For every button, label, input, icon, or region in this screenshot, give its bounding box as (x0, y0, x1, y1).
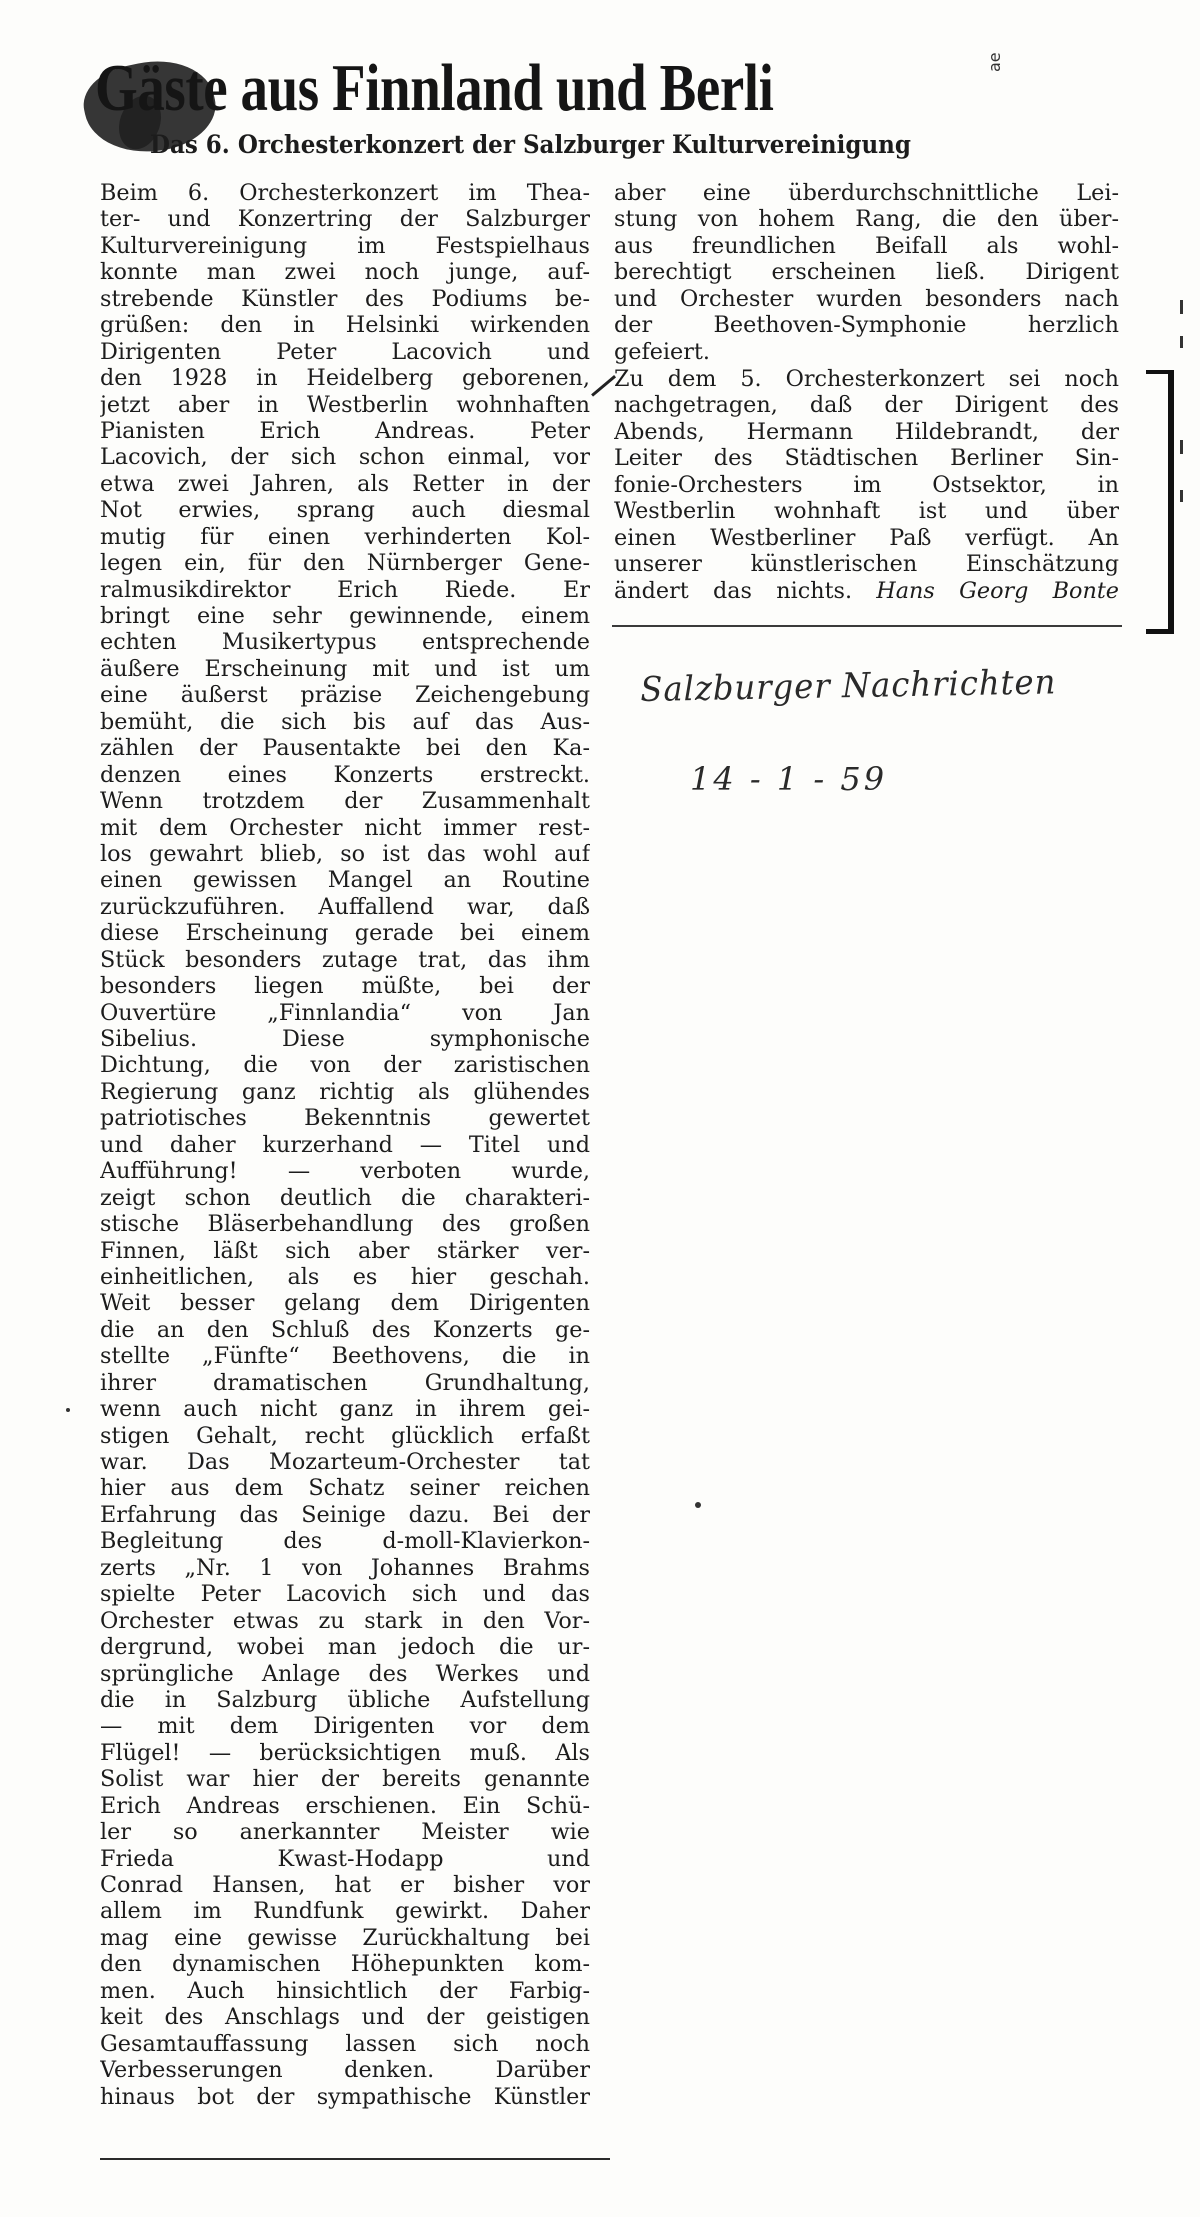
text-line: spielte Peter Lacovich sich und das (100, 1581, 590, 1608)
text-line: zählen der Pausentakte bei den Ka- (100, 735, 590, 762)
text-line: strebende Künstler des Podiums be- (100, 285, 590, 312)
text-line (614, 578, 1119, 604)
ink-dot (66, 1408, 70, 1412)
text-line: unserer künstlerischen Einschätzung (614, 551, 1119, 578)
text-line: und daher kurzerhand — Titel und (100, 1131, 590, 1158)
text-line: Gesamtauffassung lassen sich noch (100, 2030, 590, 2057)
text-line: Aufführung! — verboten wurde, (100, 1158, 590, 1185)
author-name: Hans Georg Bonte (876, 577, 1119, 604)
text-line: keit des Anschlags und der geistigen (100, 2004, 590, 2031)
text-line: gefeiert. (614, 338, 710, 365)
text-line: ter- und Konzertring der Salzburger (100, 206, 590, 233)
text-line: grüßen: den in Helsinki wirkenden (100, 312, 590, 339)
text-line: zerts „Nr. 1 von Johannes Brahms (100, 1554, 590, 1581)
text-line: zeigt schon deutlich die charakteri- (100, 1184, 590, 1211)
text-line: allem im Rundfunk gewirkt. Daher (100, 1898, 590, 1925)
text-line: Leiter des Städtischen Berliner Sin- (614, 445, 1119, 472)
text-line: fonie-Orchesters im Ostsektor, in (614, 471, 1119, 498)
text-line: sprüngliche Anlage des Werkes und (100, 1660, 590, 1687)
text-line: Pianisten Erich Andreas. Peter (100, 417, 590, 444)
ink-dot (695, 1502, 701, 1508)
text-line: — mit dem Dirigenten vor dem (100, 1713, 590, 1740)
text-line: Stück besonders zutage trat, das ihm (100, 946, 590, 973)
text-line: Not erwies, sprang auch diesmal (100, 497, 590, 524)
text-line: hier aus dem Schatz seiner reichen (100, 1475, 590, 1502)
text-line: Dichtung, die von der zaristischen (100, 1052, 590, 1079)
text-line: ralmusikdirektor Erich Riede. Er (100, 576, 590, 603)
right-column-paragraph-1 (614, 180, 1119, 365)
text-line: ihrer dramatischen Grundhaltung, (100, 1369, 590, 1396)
text-line: denzen eines Konzerts erstreckt. (100, 761, 590, 788)
margin-tick (1180, 490, 1183, 502)
text-line: Sibelius. Diese symphonische (100, 1026, 590, 1052)
text-line: Regierung ganz richtig als glühendes (100, 1078, 590, 1105)
text-line: Finnen, läßt sich aber stärker ver- (100, 1237, 590, 1264)
text-line: echten Musikertypus entsprechende (100, 629, 590, 656)
margin-tick (1180, 440, 1183, 454)
text-line: Lacovich, der sich schon einmal, vor (100, 444, 590, 471)
text-line: den 1928 in Heidelberg geborenen, (100, 365, 590, 392)
text-line: Weit besser gelang dem Dirigenten (100, 1290, 590, 1317)
text-line: einen Westberliner Paß verfügt. An (614, 524, 1119, 551)
text-line: den dynamischen Höhepunkten kom- (100, 1951, 590, 1978)
text-line: ändert das nichts. (614, 577, 877, 604)
column-end-rule (100, 2158, 610, 2160)
text-line: konnte man zwei noch junge, auf- (100, 259, 590, 286)
text-line: dergrund, wobei man jedoch die ur- (100, 1634, 590, 1661)
text-line: Beim 6. Orchesterkonzert im Thea- (100, 180, 590, 206)
text-line: berechtigt erscheinen ließ. Dirigent (614, 259, 1119, 286)
text-line: aber eine überdurchschnittliche Lei- (614, 180, 1119, 206)
text-line: hinaus bot der sympathische Künstler (100, 2083, 590, 2110)
text-line: Erfahrung das Seinige dazu. Bei der (100, 1501, 590, 1528)
text-line: wenn auch nicht ganz in ihrem gei- (100, 1396, 590, 1423)
text-line: aus freundlichen Beifall als wohl- (614, 232, 1119, 259)
article-subheadline: Das 6. Orchesterkonzert der Salzburger Kulturvereinigung (150, 130, 911, 159)
text-line: mutig für einen verhinderten Kol- (100, 523, 590, 550)
text-line: los gewahrt blieb, so ist das wohl auf (100, 840, 590, 867)
text-line: und Orchester wurden besonders nach (614, 285, 1119, 312)
left-column (100, 180, 590, 2110)
margin-tick (1180, 336, 1183, 348)
text-line: besonders liegen müßte, bei der (100, 973, 590, 1000)
text-line: Begleitung des d-moll-Klavierkon- (100, 1528, 590, 1555)
text-line: war. Das Mozarteum-Orchester tat (100, 1449, 590, 1475)
text-line: Verbesserungen denken. Darüber (100, 2057, 590, 2084)
article-headline: Gäste aus Finnland und Berli (95, 51, 774, 125)
text-line: einen gewissen Mangel an Routine (100, 867, 590, 894)
text-line: bemüht, die sich bis auf das Aus- (100, 708, 590, 735)
margin-tick (1180, 300, 1183, 314)
text-line: Erich Andreas erschienen. Ein Schü- (100, 1792, 590, 1819)
text-line: patriotisches Bekenntnis gewertet (100, 1105, 590, 1132)
text-line: Orchester etwas zu stark in den Vor- (100, 1607, 590, 1634)
text-line: legen ein, für den Nürnberger Gene- (100, 550, 590, 577)
text-line: zurückzuführen. Auffallend war, daß (100, 893, 590, 920)
text-line: bringt eine sehr gewinnende, einem (100, 603, 590, 629)
text-line: Solist war hier der bereits genannte (100, 1766, 590, 1793)
text-line: Frieda Kwast-Hodapp und (100, 1845, 590, 1872)
text-line: diese Erscheinung gerade bei einem (100, 920, 590, 947)
text-line: jetzt aber in Westberlin wohnhaften (100, 391, 590, 418)
text-line: die in Salzburg übliche Aufstellung (100, 1686, 590, 1713)
text-line: Wenn trotzdem der Zusammenhalt (100, 788, 590, 815)
text-line: Ouvertüre „Finnlandia“ von Jan (100, 999, 590, 1026)
text-line: nachgetragen, daß der Dirigent des (614, 392, 1119, 419)
right-column-paragraph-2 (614, 366, 1119, 604)
text-line: ler so anerkannter Meister wie (100, 1819, 590, 1846)
text-line: eine äußerst präzise Zeichengebung (100, 682, 590, 709)
corner-handwritten-mark: ae (985, 52, 1004, 72)
text-line: men. Auch hinsichtlich der Farbig- (100, 1977, 590, 2004)
text-line: stellte „Fünfte“ Beethovens, die in (100, 1343, 590, 1370)
margin-bracket-mark (1146, 370, 1174, 634)
text-line: mag eine gewisse Zurückhaltung bei (100, 1924, 590, 1951)
text-line: stigen Gehalt, recht glücklich erfaßt (100, 1422, 590, 1449)
text-line: Kulturvereinigung im Festspielhaus (100, 232, 590, 259)
text-line: stung von hohem Rang, die den über- (614, 206, 1119, 233)
text-line: Westberlin wohnhaft ist und über (614, 498, 1119, 525)
text-line: Conrad Hansen, hat er bisher vor (100, 1872, 590, 1898)
text-line: Zu dem 5. Orchesterkonzert sei noch (614, 366, 1119, 392)
right-column-end-rule (612, 625, 1122, 627)
text-line: etwa zwei Jahren, als Retter in der (100, 470, 590, 497)
handwritten-source: Salzburger Nachrichten (640, 662, 1057, 710)
text-line: Flügel! — berücksichtigen muß. Als (100, 1739, 590, 1766)
text-line: die an den Schluß des Konzerts ge- (100, 1316, 590, 1343)
handwritten-date: 14 - 1 - 59 (690, 760, 888, 798)
text-line: der Beethoven-Symphonie herzlich (614, 312, 1119, 339)
text-line: mit dem Orchester nicht immer rest- (100, 814, 590, 841)
text-line: Dirigenten Peter Lacovich und (100, 338, 590, 365)
text-line: stische Bläserbehandlung des großen (100, 1211, 590, 1238)
text-line: äußere Erscheinung mit und ist um (100, 655, 590, 682)
text-line: einheitlichen, als es hier geschah. (100, 1263, 590, 1290)
text-line: Abends, Hermann Hildebrandt, der (614, 418, 1119, 445)
